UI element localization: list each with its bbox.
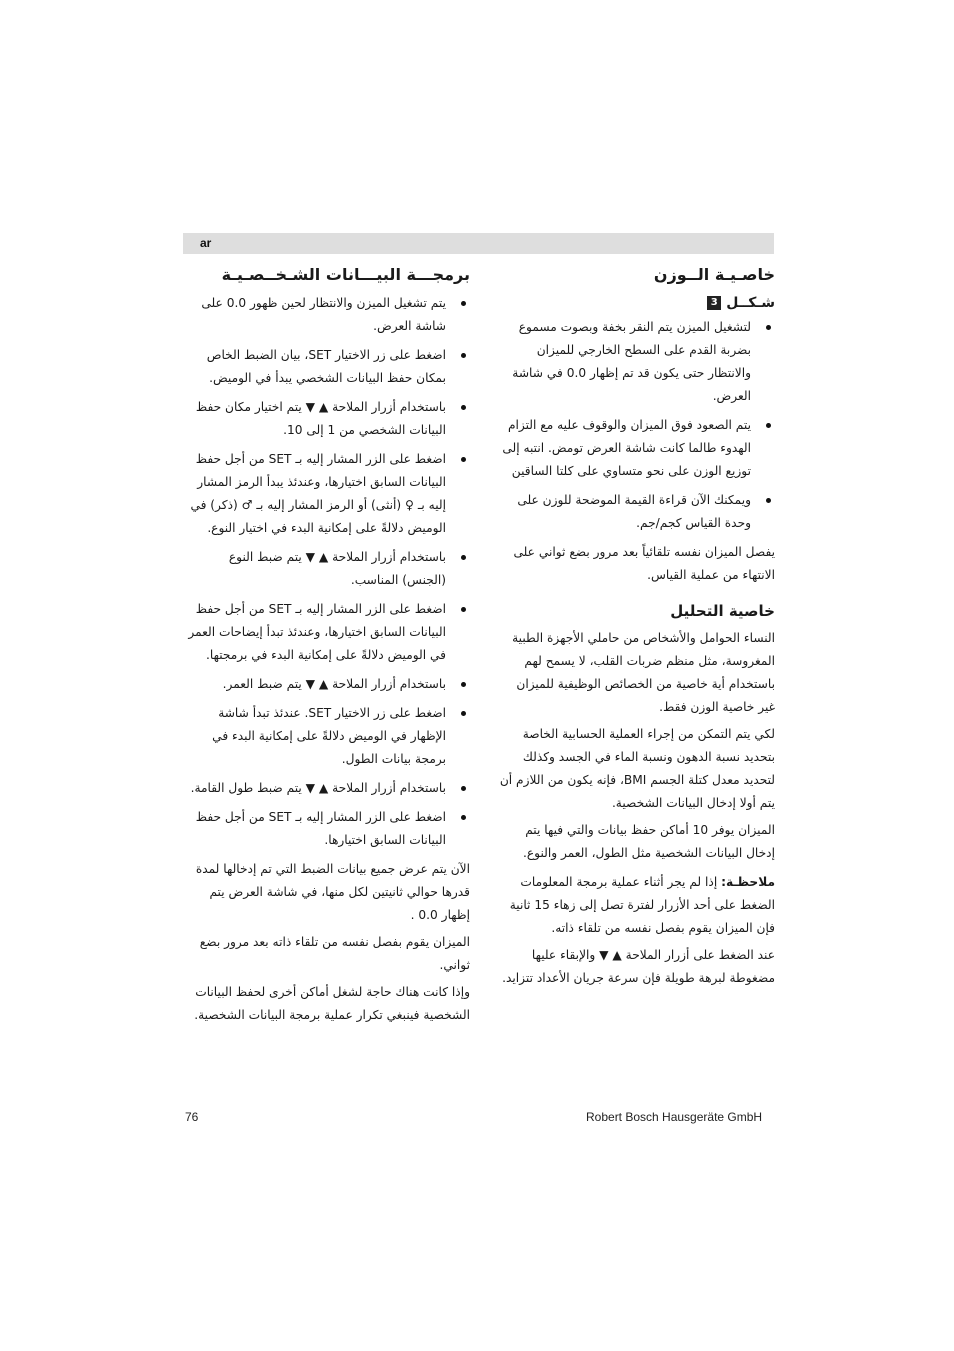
- list-item: ويمكنك الآن قراءة القيمة الموضحة للوزن على وحدة القياس كجم/جم.: [496, 489, 775, 535]
- figure-heading: [496, 292, 775, 314]
- page-number: 76: [185, 1110, 199, 1124]
- list-item: باستخدام أزرار الملاحة ▲ ▼ يتم ضبط النوع (الجنس) المناسب.: [186, 546, 470, 592]
- language-bar: [183, 233, 774, 254]
- company-name: Robert Bosch Hausgeräte GmbH: [586, 1110, 763, 1124]
- note-label: ملاحظـة:: [721, 875, 775, 889]
- analysis-title: خاصية التحليل: [670, 602, 775, 620]
- list-item: يتم الصعود فوق الميزان والوقوف عليه مع التزام الهدوء طالما كانت شاشة العرض تومض. انتبه إلى توزيع الوزن على نحو متساوي على كلتا الساقين: [496, 414, 775, 483]
- programming-title: برمجـــة البيـــانات الشـخــصـيـة: [221, 265, 470, 284]
- list-item: اضغط على الزر المشار إليه بـ SET من أجل حفظ البيانات السابق اختيارها، وعندئذ تبدأ إيضاحات العمر في الوميض دلالةً على إمكانية البدء في برمجتها.: [186, 598, 470, 667]
- right-column: [496, 262, 775, 994]
- list-item: باستخدام أزرار الملاحة ▲ ▼ يتم اختيار مكان حفظ البيانات الشخصي من 1 إلى 10.: [186, 396, 470, 442]
- list-item: اضغط على زر الاختيار SET. عندئذ تبدأ شاشة الإظهار في الوميض دلالةً على إمكانية البدء في برمجة بيانات الطول.: [186, 702, 470, 771]
- analysis-paragraph: لكي يتم التمكن من إجراء العملية الحسابية الخاصة بتحديد نسبة الدهون ونسبة الماء في الجسد وكذلك لتحديد معدل كتلة الجسم BMI، فإنه يكون من اللازم أن يتم أولا إدخال البيانات الشخصية.: [499, 727, 775, 810]
- note-paragraph-2: عند الضغط على أزرار الملاحة ▲ ▼ والإبقاء عليها مضغوطة لبرهة طويلة فإن سرعة جريان الأعداد تتزايد.: [502, 948, 775, 985]
- list-item: اضغط على الزر المشار إليه بـ SET من أجل حفظ البيانات السابق اختيارها.: [186, 806, 470, 852]
- note-text: إذا لم يجر أثناء عملية برمجة المعلومات الضغط على أحد الأزرار لفترة تصل إلى زهاء 15 ثانية فإن الميزان يقوم بفصل نفسه من تلقاء ذاته.: [509, 875, 775, 935]
- list-item: اضغط على الزر المشار إليه بـ SET من أجل حفظ البيانات السابق اختيارها، وعندئذ يبدأ الرمز المشار إليه بـ ♀ (أنثى) أو الرمز المشار إليه بـ ♂ (ذكر) في الوميض دلالةً على إمكانية البدء في اختيار النوع.: [186, 448, 470, 540]
- summary-paragraph: وإذا كانت هناك حاجة لشغل أماكن أخرى لحفظ البيانات الشخصية فينبغي تكرار عملية برمجة البيانات الشخصية.: [194, 985, 470, 1022]
- summary-paragraph: الآن يتم عرض جميع بيانات الضبط التي تم إدخالها لمدة قدرها حوالي ثانيتين لكل منها، في شاشة العرض يتم إظهار 0.0 .: [195, 862, 470, 922]
- programming-steps: [186, 292, 470, 852]
- figure-number-badge: 3: [707, 296, 721, 310]
- analysis-paragraph: الميزان يوفر 10 أماكن حفظ بيانات والتي فيها يتم إدخال البيانات الشخصية مثل الطول، العمر والنوع.: [523, 823, 775, 860]
- left-column: [186, 262, 470, 1031]
- list-item: باستخدام أزرار الملاحة ▲ ▼ يتم ضبط طول القامة.: [186, 777, 470, 800]
- figure-label: شـكــل: [726, 295, 775, 311]
- weighing-title: خاصـيـة الــوزن: [653, 265, 775, 284]
- language-tag: ar: [200, 236, 212, 250]
- summary-paragraph: الميزان يقوم بفصل نفسه من تلقاء ذاته بعد مرور بضع ثواني.: [199, 935, 470, 972]
- list-item: يتم تشغيل الميزن والانتظار لحين ظهور 0.0 على شاشة العرض.: [186, 292, 470, 338]
- note-paragraph: [496, 871, 775, 940]
- list-item: باستخدام أزرار الملاحة ▲ ▼ يتم ضبط العمر.: [186, 673, 470, 696]
- analysis-paragraph: النساء الحوامل والأشخاص من حاملي الأجهزة الطبية المغروسة، مثل منظم ضربات القلب، لا يسمح لهم باستخدام أية خاصية من الخصائص الوظيفية للميزان غير خاصية الوزن فقط.: [512, 631, 775, 714]
- weighing-steps: [496, 316, 775, 535]
- auto-off-paragraph: يفصل الميزان نفسه تلقائياً بعد مرور بضع ثواني على الانتهاء من عملية القياس.: [513, 545, 775, 582]
- list-item: لتشغيل الميزن يتم النقر بخفة وبصوت مسموع بضربة القدم على السطح الخارجي للميزان والانتظار حتى يكون قد تم إظهار 0.0 في شاشة العرض.: [496, 316, 775, 408]
- list-item: اضغط على زر الاختيار SET، بيان الضبط الخاص بمكان حفظ البيانات الشخصي يبدأ في الوميض.: [186, 344, 470, 390]
